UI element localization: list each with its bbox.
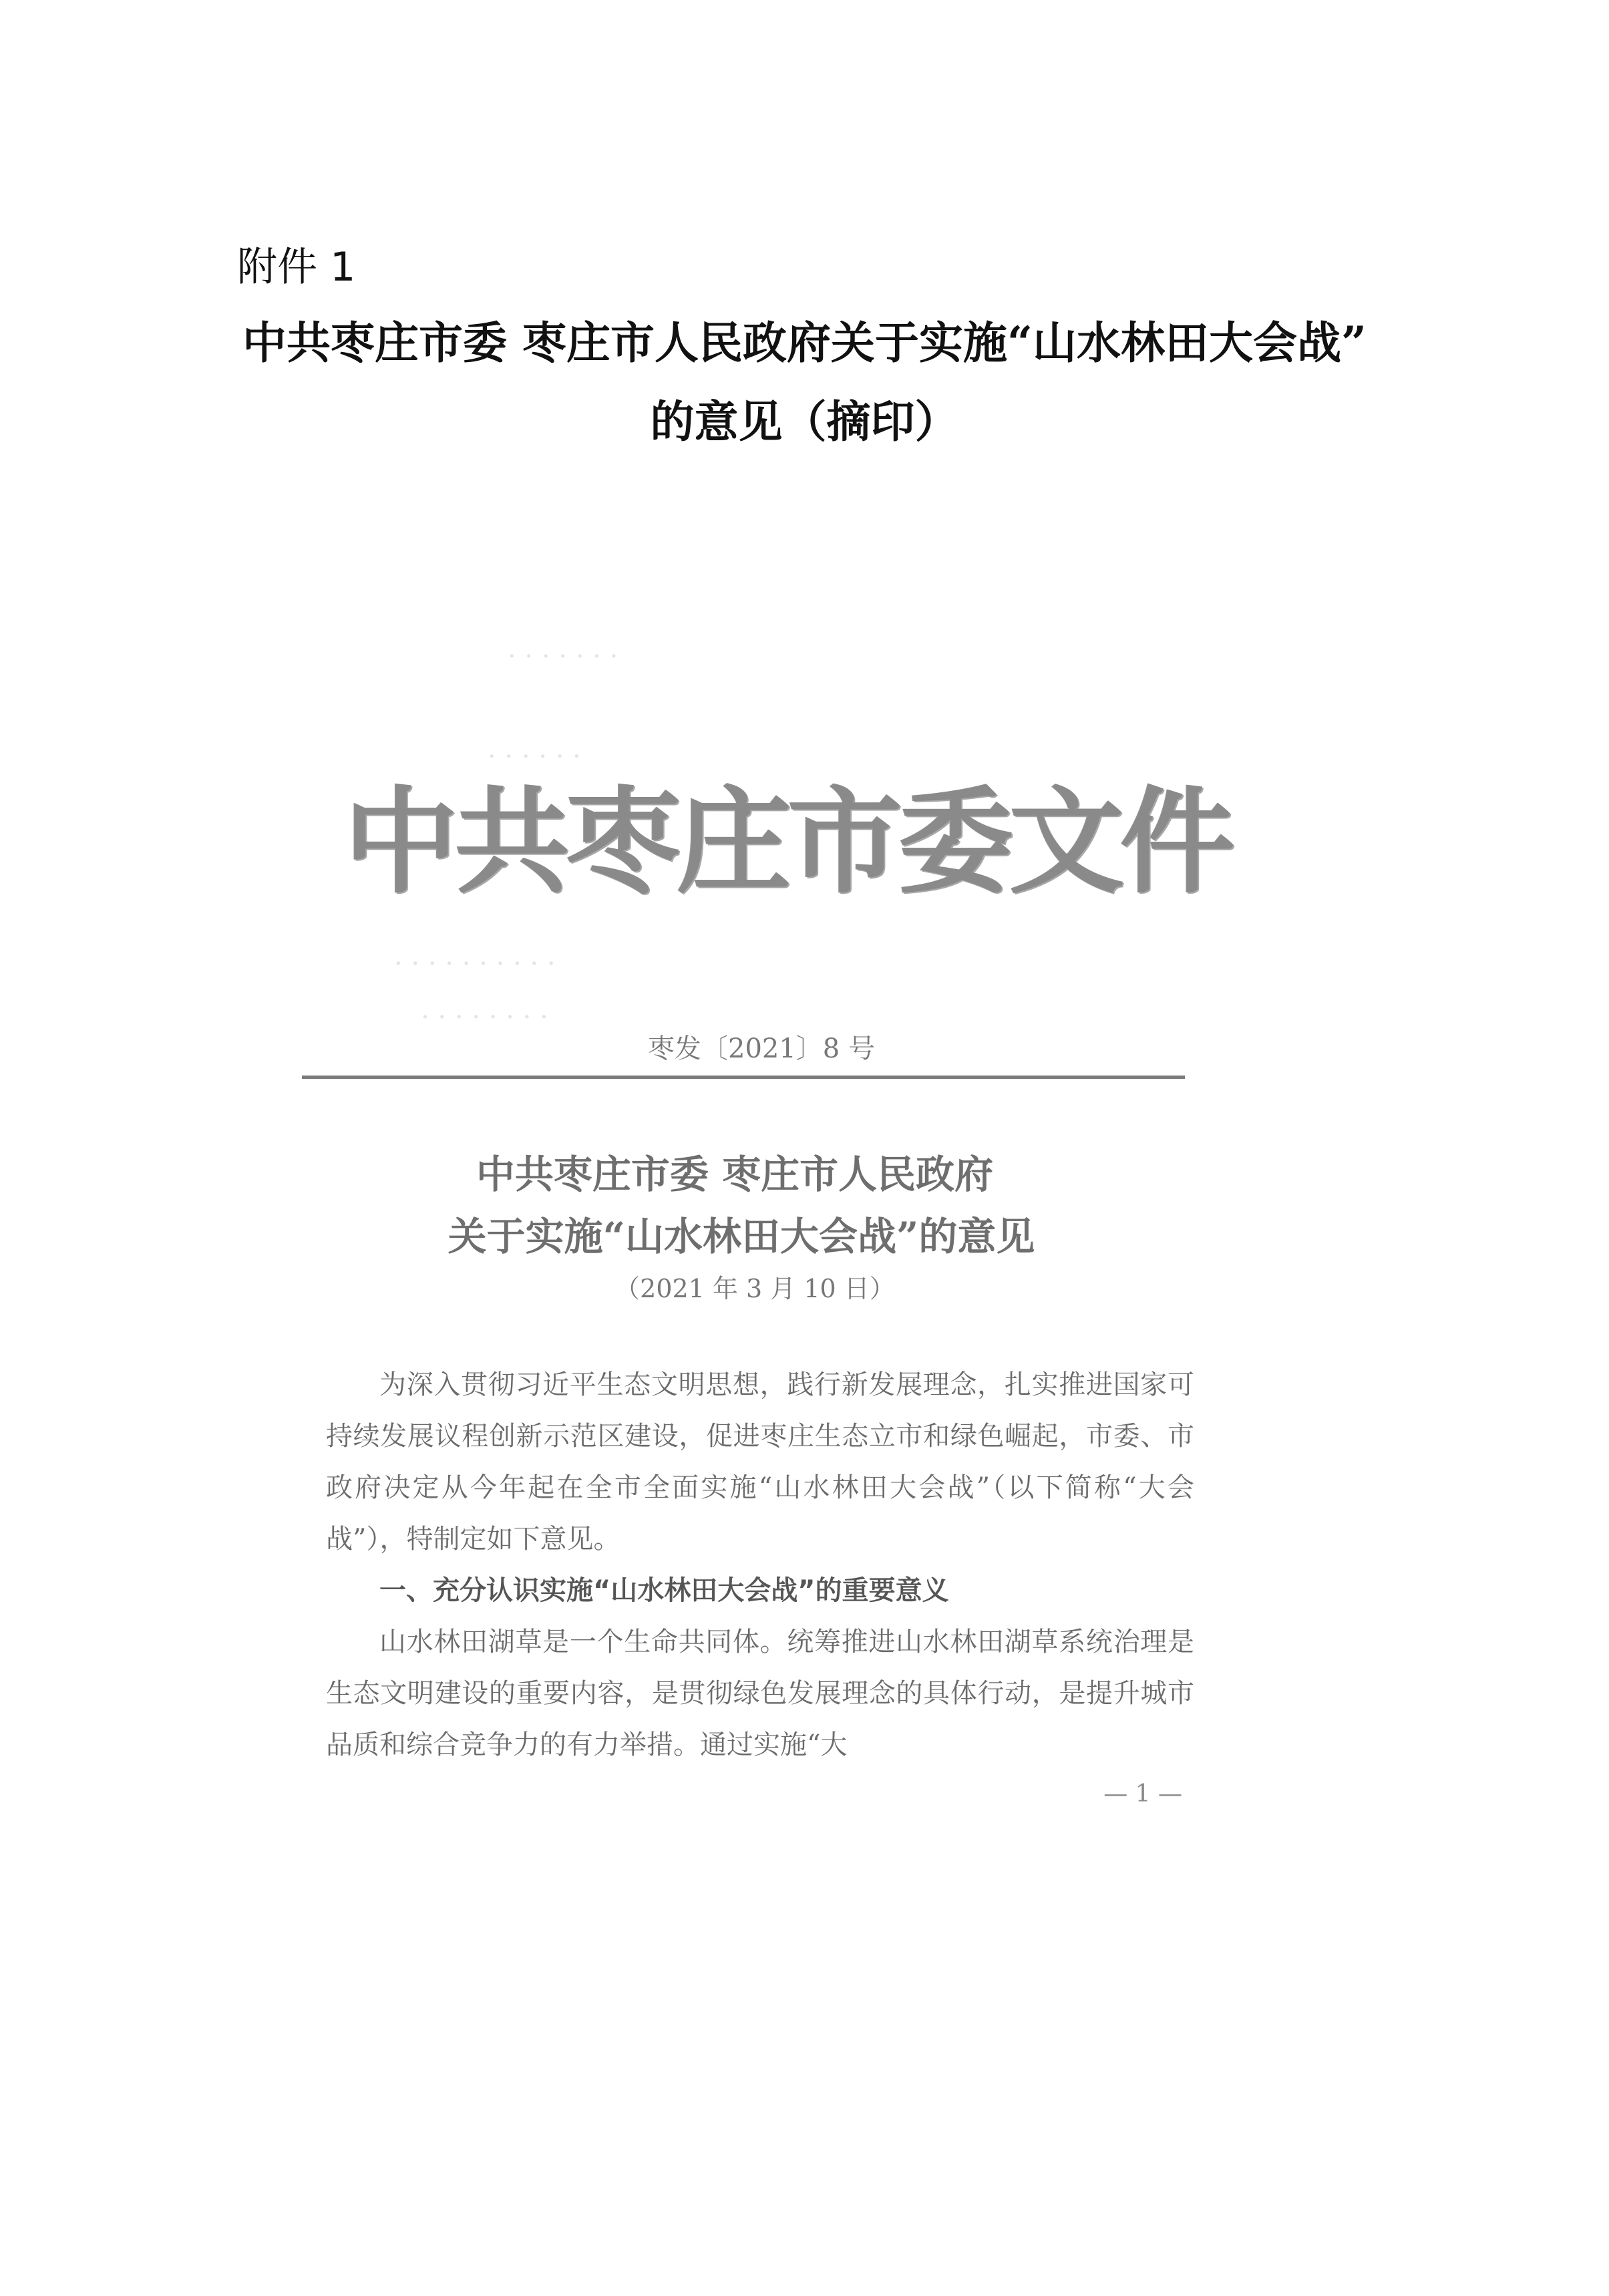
scanned-document bbox=[287, 615, 1236, 1844]
document-header: 中共枣庄市委文件 bbox=[344, 774, 1231, 909]
section-heading: 一、充分认识实施“山水林田大会战”的重要意义 bbox=[379, 1575, 949, 1606]
document-date: （2021 年 3 月 10 日） bbox=[614, 1274, 895, 1303]
bleed-through-mark: · · · · · · · bbox=[508, 641, 618, 672]
body-paragraph: 山水林田湖草是一个生命共同体。统筹推进山水林田湖草系统治理是生态文明建设的重要内容，是贯彻绿色发展理念的具体行动，是提升城市品质和综合竞争力的有力举措。通过实施“大 bbox=[326, 1627, 1194, 1760]
header-rule bbox=[302, 1076, 1185, 1079]
page-number: — 1 — bbox=[1103, 1780, 1182, 1808]
bleed-through-mark: · · · · · · · · · · bbox=[394, 949, 556, 979]
document-title-line-2: 关于实施“山水林田大会战”的意见 bbox=[448, 1214, 1035, 1259]
bleed-through-mark: · · · · · · bbox=[488, 742, 581, 772]
attachment-label: 附件 1 bbox=[237, 244, 356, 291]
bleed-through-mark: · · · · · · · · bbox=[421, 1002, 548, 1033]
body-paragraph: 为深入贯彻习近平生态文明思想，践行新发展理念，扎实推进国家可持续发展议程创新示范区建设，促进枣庄生态立市和绿色崛起，市委、市政府决定从今年起在全市全面实施“山水林田大会战”（以下简称“大会战”），特制定如下意见。 bbox=[326, 1369, 1194, 1554]
page-title-line-2: 的意见（摘印） bbox=[650, 395, 959, 448]
document-number: 枣发〔2021〕8 号 bbox=[648, 1033, 875, 1064]
page-title-line-1: 中共枣庄市委 枣庄市人民政府关于实施“山水林田大会战” bbox=[242, 317, 1367, 369]
document-body bbox=[326, 1359, 1194, 1771]
document-title-line-1: 中共枣庄市委 枣庄市人民政府 bbox=[476, 1152, 994, 1197]
